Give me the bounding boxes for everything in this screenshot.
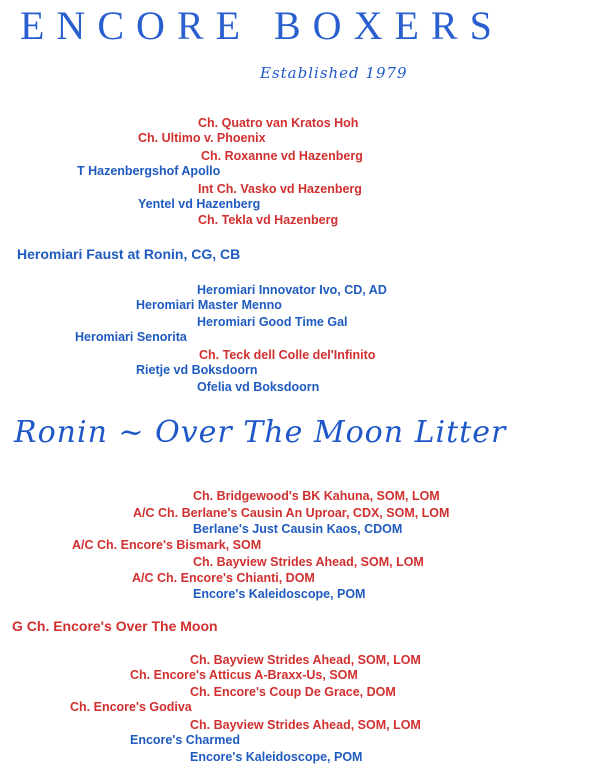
pedigree-entry: Ofelia vd Boksdoorn (197, 380, 320, 394)
pedigree-entry: Encore's Kaleidoscope, POM (193, 587, 366, 601)
pedigree-entry: Ch. Encore's Coup De Grace, DOM (190, 685, 396, 699)
pedigree-entry: Ch. Roxanne vd Hazenberg (201, 149, 363, 163)
pedigree-entry: A/C Ch. Encore's Chianti, DOM (132, 571, 315, 585)
pedigree-entry: Yentel vd Hazenberg (138, 197, 261, 211)
pedigree-entry: Berlane's Just Causin Kaos, CDOM (193, 522, 403, 536)
pedigree-entry: Rietje vd Boksdoorn (136, 363, 258, 377)
pedigree-entry: Ch. Bayview Strides Ahead, SOM, LOM (190, 718, 421, 732)
pedigree-entry: Ch. Ultimo v. Phoenix (138, 131, 266, 145)
pedigree-entry: Ch. Bayview Strides Ahead, SOM, LOM (190, 653, 421, 667)
pedigree-entry: Ch. Teck dell Colle del'Infinito (199, 348, 376, 362)
established-label: Established 1979 (260, 64, 408, 82)
pedigree-entry: Heromiari Good Time Gal (197, 315, 348, 329)
pedigree-entry: Ch. Bridgewood's BK Kahuna, SOM, LOM (193, 489, 440, 503)
dam-name: G Ch. Encore's Over The Moon (12, 618, 218, 634)
pedigree-entry: Encore's Kaleidoscope, POM (190, 750, 363, 764)
pedigree-entry: Ch. Encore's Godiva (70, 700, 192, 714)
page-title: ENCORE BOXERS (20, 3, 504, 48)
pedigree-entry: Heromiari Innovator Ivo, CD, AD (197, 283, 387, 297)
litter-title: Ronin ~ Over The Moon Litter (14, 415, 507, 450)
pedigree-entry: T Hazenbergshof Apollo (77, 164, 221, 178)
pedigree-entry: Ch. Bayview Strides Ahead, SOM, LOM (193, 555, 424, 569)
pedigree-entry: Ch. Quatro van Kratos Hoh (198, 116, 359, 130)
pedigree-entry: Ch. Encore's Atticus A-Braxx-Us, SOM (130, 668, 358, 682)
pedigree-entry: Heromiari Senorita (75, 330, 187, 344)
sire-name: Heromiari Faust at Ronin, CG, CB (17, 246, 241, 262)
pedigree-entry: Ch. Tekla vd Hazenberg (198, 213, 339, 227)
pedigree-entry: Int Ch. Vasko vd Hazenberg (198, 182, 362, 196)
pedigree-entry: A/C Ch. Berlane's Causin An Uproar, CDX, SOM, LOM (133, 506, 450, 520)
pedigree-entry: A/C Ch. Encore's Bismark, SOM (72, 538, 262, 552)
pedigree-entry: Heromiari Master Menno (136, 298, 282, 312)
pedigree-entry: Encore's Charmed (130, 733, 240, 747)
